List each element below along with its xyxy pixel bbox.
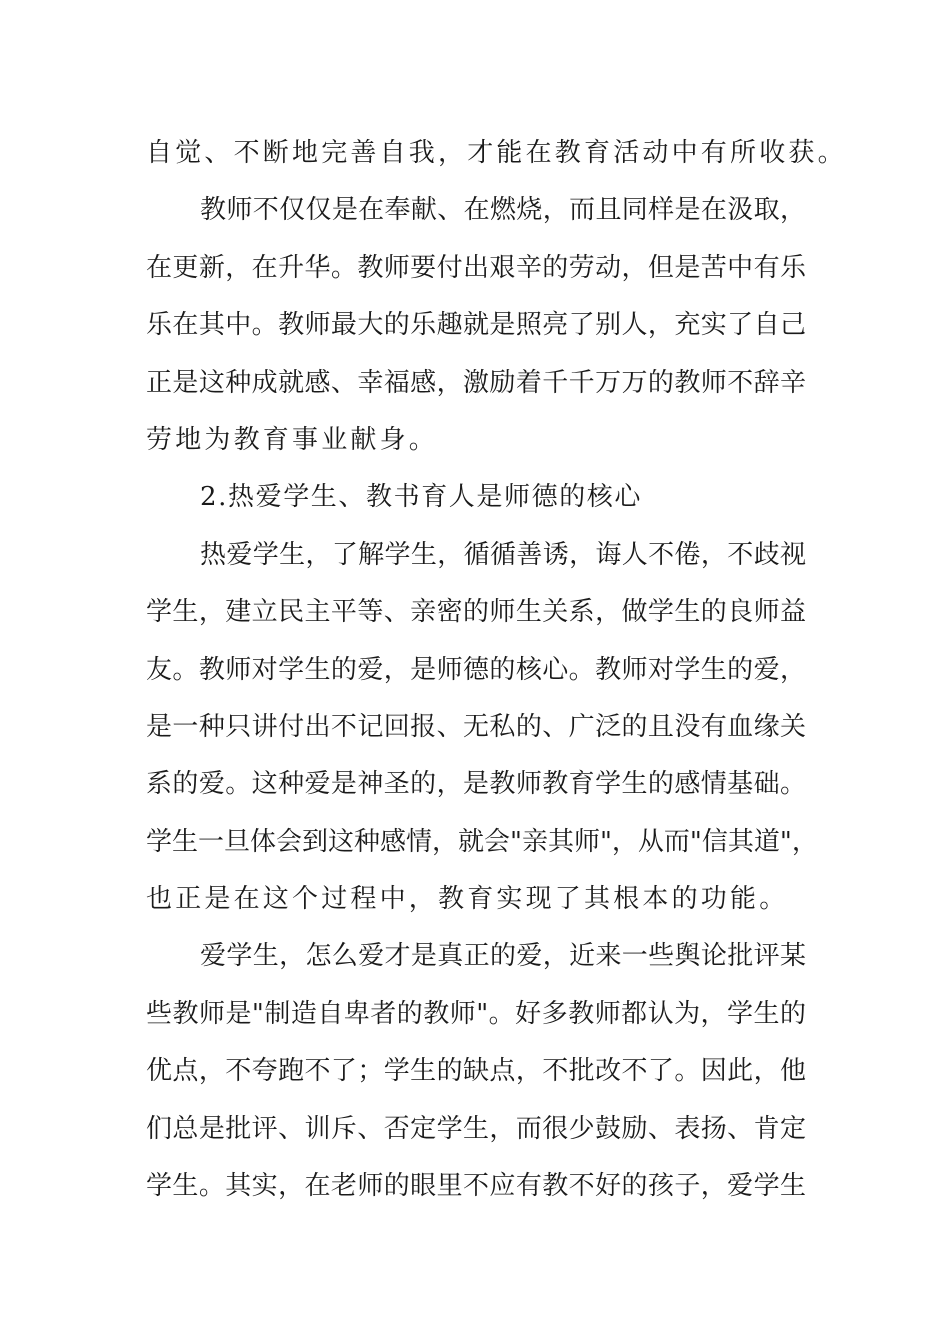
text-line: 是一种只讲付出不记回报、无私的、广泛的且没有血缘关 xyxy=(146,711,806,742)
text-line: 学生，建立民主平等、亲密的师生关系，做学生的良师益 xyxy=(146,597,806,628)
paragraph-first-line: 教师不仅仅是在奉献、在燃烧，而且同样是在汲取， xyxy=(200,195,806,226)
text-line: 乐在其中。教师最大的乐趣就是照亮了别人，充实了自己 xyxy=(146,310,806,341)
text-line: 些教师是"制造自卑者的教师"。好多教师都认为，学生的 xyxy=(146,998,806,1029)
text-line: 们总是批评、训斥、否定学生，而很少鼓励、表扬、肯定 xyxy=(146,1113,806,1144)
text-line: 也正是在这个过程中，教育实现了其根本的功能。 xyxy=(146,884,789,915)
text-line: 优点，不夸跑不了；学生的缺点，不批改不了。因此，他 xyxy=(146,1056,806,1087)
text-line: 在更新，在升华。教师要付出艰辛的劳动，但是苦中有乐 xyxy=(146,252,806,283)
text-line: 学生。其实，在老师的眼里不应有教不好的孩子，爱学生 xyxy=(146,1171,806,1202)
text-line: 学生一旦体会到这种感情，就会"亲其师"，从而"信其道"， xyxy=(146,826,818,857)
section-heading: 2.热爱学生、教书育人是师德的核心 xyxy=(200,482,643,513)
paragraph-first-line: 爱学生，怎么爱才是真正的爱，近来一些舆论批评某 xyxy=(200,941,806,972)
text-line: 系的爱。这种爱是神圣的，是教师教育学生的感情基础。 xyxy=(146,769,806,800)
text-line: 友。教师对学生的爱，是师德的核心。教师对学生的爱， xyxy=(146,654,806,685)
text-line: 自觉、不断地完善自我，才能在教育活动中有所收获。 xyxy=(146,138,847,168)
text-line: 劳地为教育事业献身。 xyxy=(146,424,439,455)
body-text xyxy=(146,130,847,1220)
text-line: 正是这种成就感、幸福感，激励着千千万万的教师不辞辛 xyxy=(146,367,806,398)
paragraph-first-line: 热爱学生，了解学生，循循善诱，诲人不倦，不歧视 xyxy=(200,539,806,570)
